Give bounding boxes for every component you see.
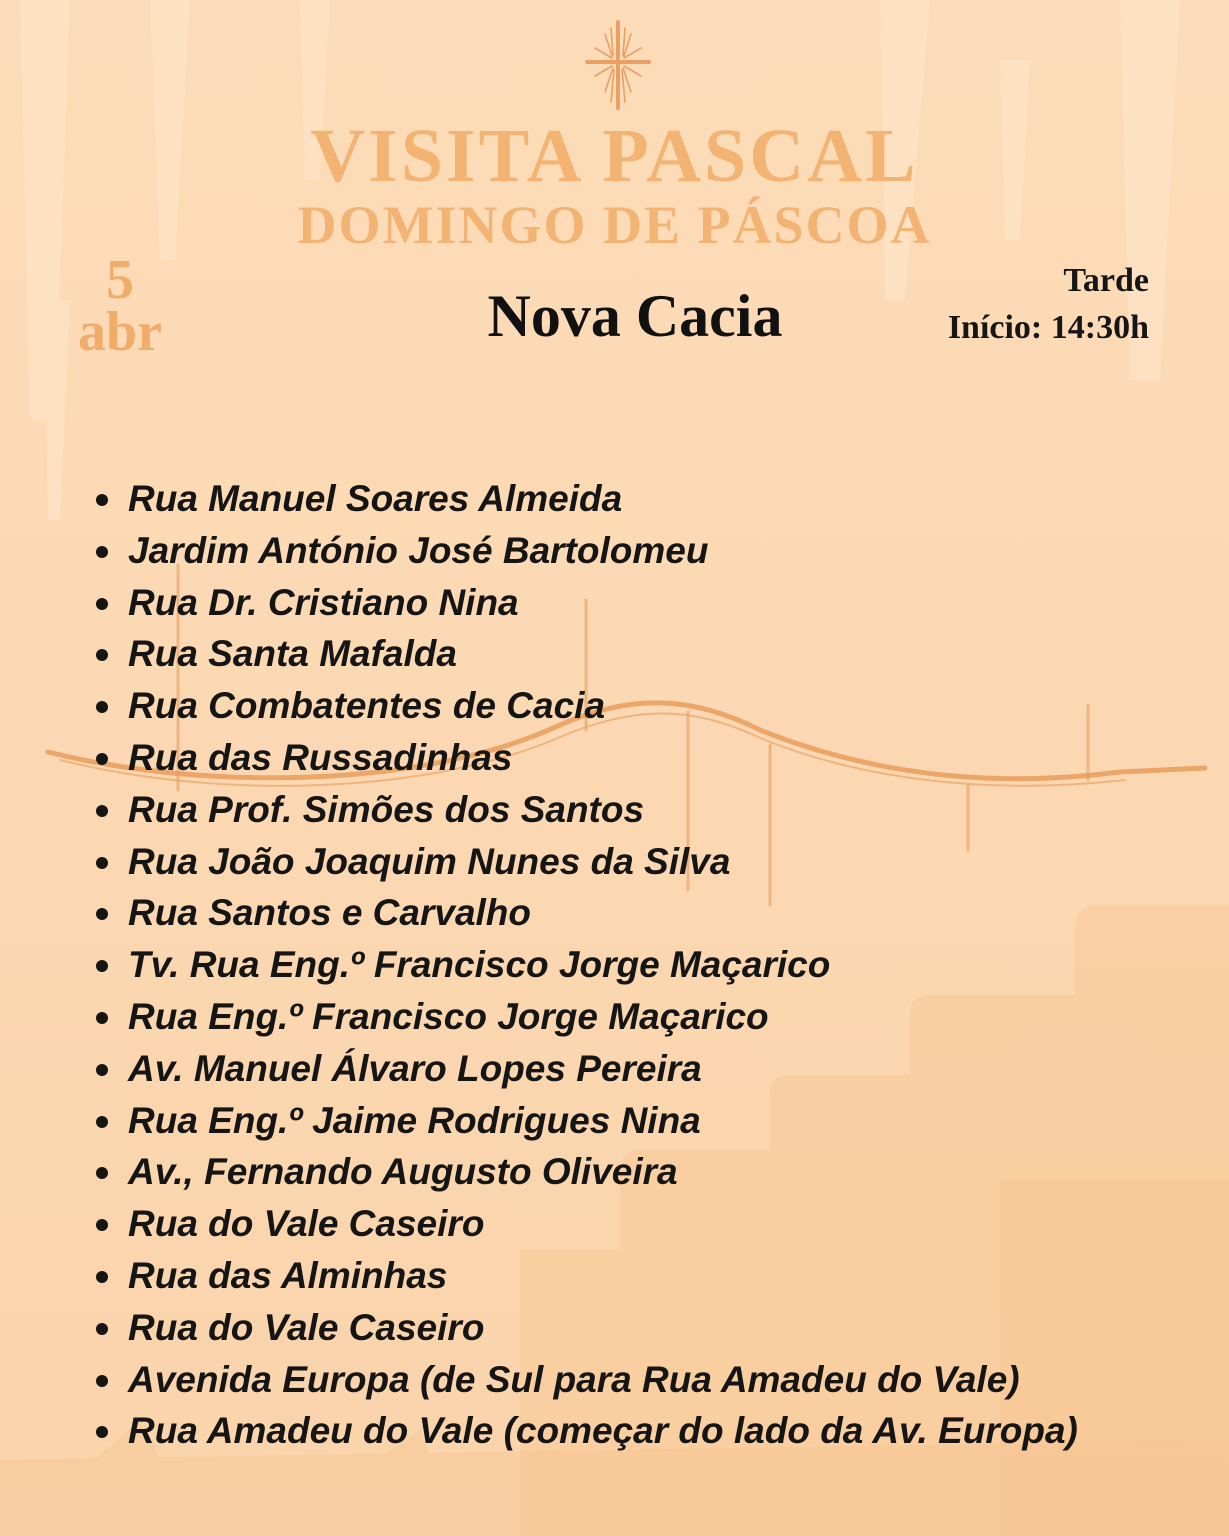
street-item [93,784,1078,836]
street-name: Rua das Alminhas [128,1254,448,1296]
street-item [93,1198,1078,1250]
street-item [93,991,1078,1043]
street-name: Rua Santa Mafalda [128,633,457,675]
place-name: Nova Cacia [487,283,783,349]
street-name: Rua do Vale Caseiro [128,1306,485,1348]
street-item [93,939,1078,991]
street-name: Av. Manuel Álvaro Lopes Pereira [128,1047,702,1089]
event-subtitle: DOMINGO DE PÁSCOA [297,195,932,255]
street-item [93,1095,1078,1147]
street-item [93,1405,1078,1457]
bullet-icon [96,1167,108,1179]
date-day: 5 [106,249,134,311]
street-name: Rua das Russadinhas [128,736,513,778]
street-name: Tv. Rua Eng.º Francisco Jorge Maçarico [128,944,831,986]
bullet-icon [96,1426,108,1438]
bullet-icon [96,701,108,713]
street-item [93,836,1078,888]
street-item [93,732,1078,784]
bullet-icon [96,1116,108,1128]
bullet-icon [96,494,108,506]
bullet-icon [96,1064,108,1076]
street-name: Rua Santos e Carvalho [128,892,532,934]
street-item [93,680,1078,732]
street-item [93,577,1078,629]
street-item [93,1354,1078,1406]
bullet-icon [96,753,108,765]
bullet-icon [96,805,108,817]
street-name: Rua do Vale Caseiro [128,1203,485,1245]
time-period: Tarde [1063,262,1149,299]
street-name: Rua Dr. Cristiano Nina [128,581,519,623]
event-title: VISITA PASCAL [310,114,919,198]
bullet-icon [96,1219,108,1231]
street-item [93,525,1078,577]
street-item [93,1146,1078,1198]
street-name: Rua Eng.º Francisco Jorge Maçarico [128,995,769,1037]
time-info [948,258,1149,352]
bullet-icon [96,546,108,558]
street-name: Rua João Joaquim Nunes da Silva [128,840,731,882]
date-month: abr [78,301,162,363]
bullet-icon [96,857,108,869]
street-item [93,1043,1078,1095]
street-list [93,473,1078,1457]
time-start: Início: 14:30h [947,308,1149,346]
street-item [93,1302,1078,1354]
bullet-icon [96,598,108,610]
street-name: Rua Amadeu do Vale (começar do lado da Av. Europa) [128,1410,1078,1452]
street-name: Rua Eng.º Jaime Rodrigues Nina [128,1099,701,1141]
street-name: Avenida Europa (de Sul para Rua Amadeu do Vale) [128,1358,1020,1400]
bullet-icon [96,1375,108,1387]
street-item [93,887,1078,939]
street-name: Rua Combatentes de Cacia [128,685,606,727]
radiant-cross-icon [583,18,653,112]
bullet-icon [96,908,108,920]
street-name: Jardim António José Bartolomeu [128,529,709,571]
street-name: Av., Fernando Augusto Oliveira [128,1151,678,1193]
street-name: Rua Manuel Soares Almeida [128,478,623,519]
bullet-icon [96,1323,108,1335]
street-item [93,628,1078,680]
street-item [93,1250,1078,1302]
bullet-icon [96,649,108,661]
bullet-icon [96,960,108,972]
street-name: Rua Prof. Simões dos Santos [128,788,645,830]
street-item [93,473,1078,525]
bullet-icon [96,1271,108,1283]
bullet-icon [96,1012,108,1024]
